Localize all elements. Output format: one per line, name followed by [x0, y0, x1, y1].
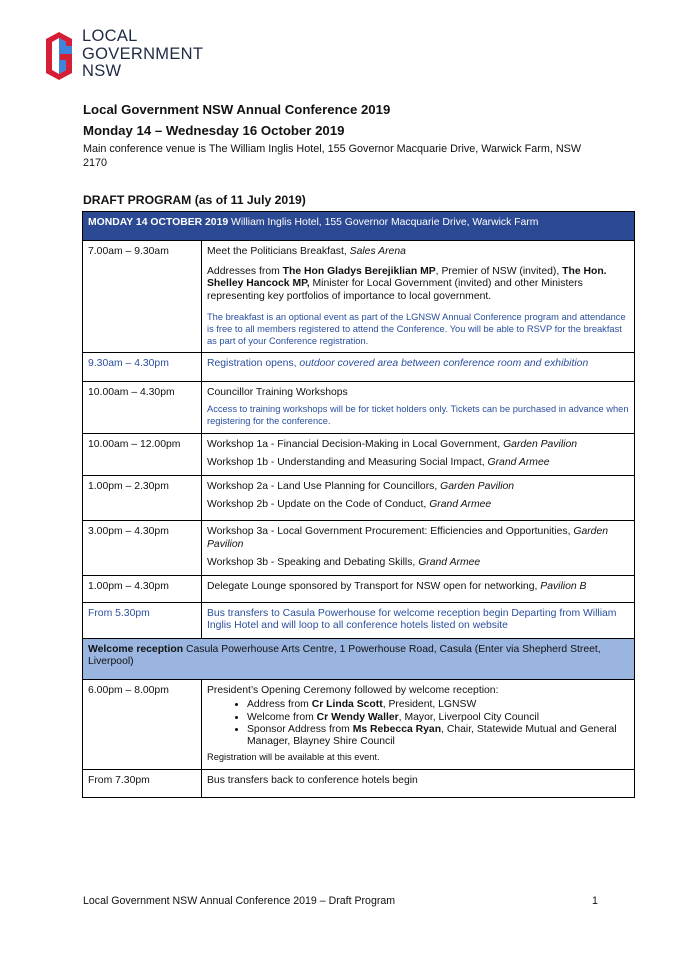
table-row [83, 769, 635, 797]
day-header-date: MONDAY 14 OCTOBER 2019 [88, 217, 229, 228]
event-cell: Delegate Lounge sponsored by Transport for NSW open for networking, Pavilion B [202, 575, 635, 602]
time-cell: 1.00pm – 2.30pm [83, 475, 202, 521]
time-cell: 6.00pm – 8.00pm [83, 679, 202, 769]
workshop-2b: Workshop 2b - Update on the Code of Conduct, Grand Armee [207, 499, 492, 511]
workshop-2a: Workshop 2a - Land Use Planning for Councillors, Garden Pavilion [207, 480, 515, 492]
event-cell [202, 475, 635, 521]
day-header-venue: William Inglis Hotel, 155 Governor Macquarie Drive, Warwick Farm [228, 217, 539, 228]
event-cell [202, 679, 635, 769]
day-header-cell [83, 212, 635, 241]
logo-line-2: GOVERNMENT [82, 44, 204, 63]
draft-program-heading: DRAFT PROGRAM (as of 11 July 2019) [83, 193, 306, 207]
workshop-3b: Workshop 3b - Speaking and Debating Skills, Grand Armee [207, 557, 481, 569]
table-row [83, 241, 635, 353]
workshop-1b: Workshop 1b - Understanding and Measuring Social Impact, Grand Armee [207, 457, 550, 469]
venue-text: Main conference venue is The William Inglis Hotel, 155 Governor Macquarie Drive, Warwick Farm, NSW 2170 [83, 143, 582, 169]
time-cell: 7.00am – 9.30am [83, 241, 202, 353]
event-note: The breakfast is an optional event as part of the LGNSW Annual Conference program and attendance is free to all members registered to attend the Conference. You will be able to RSVP for the breakfast as part of your Conference registration. [207, 312, 626, 346]
time-cell: 9.30am – 4.30pm [83, 353, 202, 381]
day-header-row [83, 212, 635, 241]
table-row [83, 433, 635, 475]
logo-wordmark [82, 28, 203, 81]
welcome-header-row [83, 638, 635, 679]
event-cell [202, 241, 635, 353]
time-cell: 10.00am – 4.30pm [83, 381, 202, 433]
event-cell: Bus transfers to Casula Powerhouse for welcome reception begin Departing from William Inglis Hotel and will loop to all conference hotels listed on website [202, 603, 635, 639]
event-title: Councillor Training Workshops [207, 386, 348, 398]
time-cell: 1.00pm – 4.30pm [83, 575, 202, 602]
event-title: Meet the Politicians Breakfast, Sales Arena [207, 246, 406, 258]
event-title: President’s Opening Ceremony followed by welcome reception: [207, 684, 499, 696]
program-table [82, 211, 635, 798]
workshop-3a: Workshop 3a - Local Government Procurement: Efficiencies and Opportunities, Garden Pavilion [207, 526, 609, 550]
list-item: • Welcome from Cr Wendy Waller, Mayor, Liverpool City Council [247, 712, 629, 724]
event-cell: Bus transfers back to conference hotels begin [202, 769, 635, 797]
event-cell [202, 521, 635, 575]
table-row [83, 521, 635, 575]
list-item: • Sponsor Address from Ms Rebecca Ryan, Chair, Statewide Mutual and General Manager, Blayney Shire Council [247, 724, 629, 749]
table-row [83, 603, 635, 639]
time-cell: 10.00am – 12.00pm [83, 433, 202, 475]
workshop-1a: Workshop 1a - Financial Decision-Making in Local Government, Garden Pavilion [207, 438, 578, 450]
speaker-list [207, 699, 629, 749]
event-note: Registration will be available at this event. [207, 751, 380, 762]
table-row [83, 353, 635, 381]
event-cell [202, 433, 635, 475]
time-cell: From 5.30pm [83, 603, 202, 639]
conference-dates: Monday 14 – Wednesday 16 October 2019 [83, 123, 345, 138]
table-row [83, 381, 635, 433]
page-number: 1 [592, 895, 598, 907]
lgnsw-logo [44, 28, 244, 84]
event-cell: Registration opens, outdoor covered area between conference room and exhibition [202, 353, 635, 381]
time-cell: From 7.30pm [83, 769, 202, 797]
list-item: • Address from Cr Linda Scott, President, LGNSW [247, 699, 629, 711]
table-row [83, 575, 635, 602]
time-cell: 3.00pm – 4.30pm [83, 521, 202, 575]
event-cell [202, 381, 635, 433]
welcome-header-cell: Welcome reception Casula Powerhouse Arts Centre, 1 Powerhouse Road, Casula (Enter via Shepherd Street, Liverpool) [83, 638, 635, 679]
lgnsw-logo-mark-icon [44, 30, 74, 82]
table-row [83, 679, 635, 769]
document-title: Local Government NSW Annual Conference 2019 [83, 102, 391, 117]
event-addresses: Addresses from The Hon Gladys Berejiklian MP, Premier of NSW (invited), The Hon. Shelley Hancock MP, Minister for Local Government (invited) and other Ministers representing key portfolios of importance to local government. [207, 265, 607, 302]
logo-line-3: NSW [82, 62, 122, 80]
logo-line-1: LOCAL [82, 27, 138, 45]
page-footer: Local Government NSW Annual Conference 2019 – Draft Program [83, 895, 396, 907]
table-row [83, 475, 635, 521]
event-note: Access to training workshops will be for ticket holders only. Tickets can be purchased in advance when registering for the conference. [207, 404, 629, 427]
